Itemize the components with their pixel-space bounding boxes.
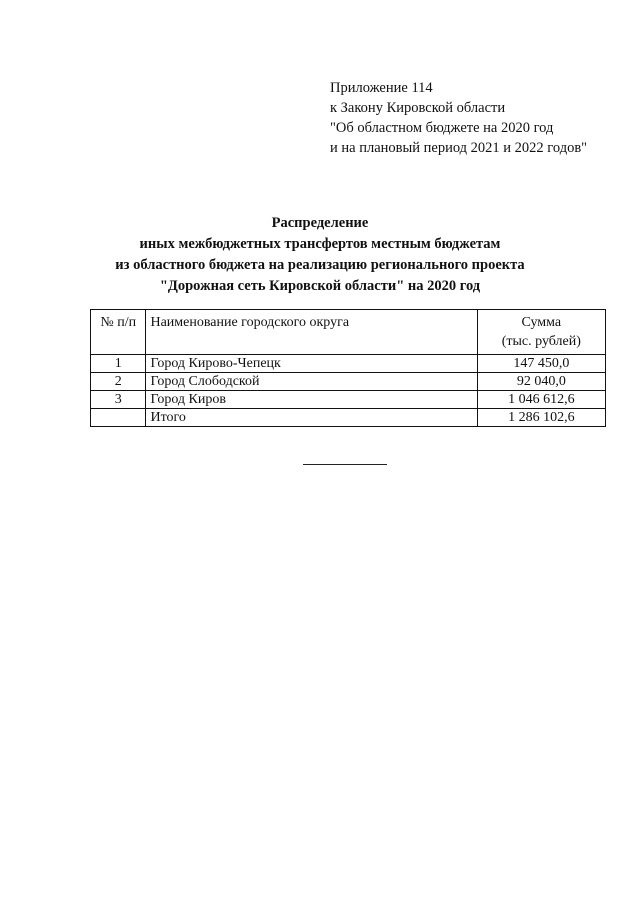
row-sum: 147 450,0: [477, 355, 605, 373]
total-row: [91, 409, 606, 427]
end-divider: [303, 464, 387, 465]
total-sum: 1 286 102,6: [477, 409, 605, 427]
header-name: Наименование городского округа: [146, 310, 477, 355]
table-row: [91, 391, 606, 409]
document-title: [0, 213, 640, 297]
header-num: № п/п: [91, 310, 146, 355]
header-sum-unit: (тыс. рублей): [501, 334, 581, 349]
title-line: "Дорожная сеть Кировской области" на 2020 год: [159, 278, 481, 294]
annex-line: и на плановый период 2021 и 2022 годов": [330, 140, 588, 156]
allocation-table: [90, 309, 606, 427]
table-row: [91, 355, 606, 373]
row-name: Город Кирово-Чепецк: [146, 355, 477, 373]
row-num: 2: [91, 373, 146, 391]
title-line: Распределение: [271, 215, 369, 231]
table-header-row: [91, 310, 606, 355]
row-sum: 1 046 612,6: [477, 391, 605, 409]
annex-reference: [330, 78, 587, 158]
total-num: [91, 409, 146, 427]
row-name: Город Слободской: [146, 373, 477, 391]
total-label: Итого: [146, 409, 477, 427]
row-num: 1: [91, 355, 146, 373]
row-name: Город Киров: [146, 391, 477, 409]
title-line: иных межбюджетных трансфертов местным бюджетам: [139, 236, 501, 252]
header-sum: [477, 310, 605, 355]
row-num: 3: [91, 391, 146, 409]
row-sum: 92 040,0: [477, 373, 605, 391]
annex-line: Приложение 114: [330, 80, 433, 96]
header-sum-title: Сумма: [521, 315, 562, 330]
table-row: [91, 373, 606, 391]
title-line: из областного бюджета на реализацию регионального проекта: [115, 257, 525, 273]
annex-line: к Закону Кировской области: [330, 100, 506, 116]
annex-line: "Об областном бюджете на 2020 год: [330, 120, 554, 136]
